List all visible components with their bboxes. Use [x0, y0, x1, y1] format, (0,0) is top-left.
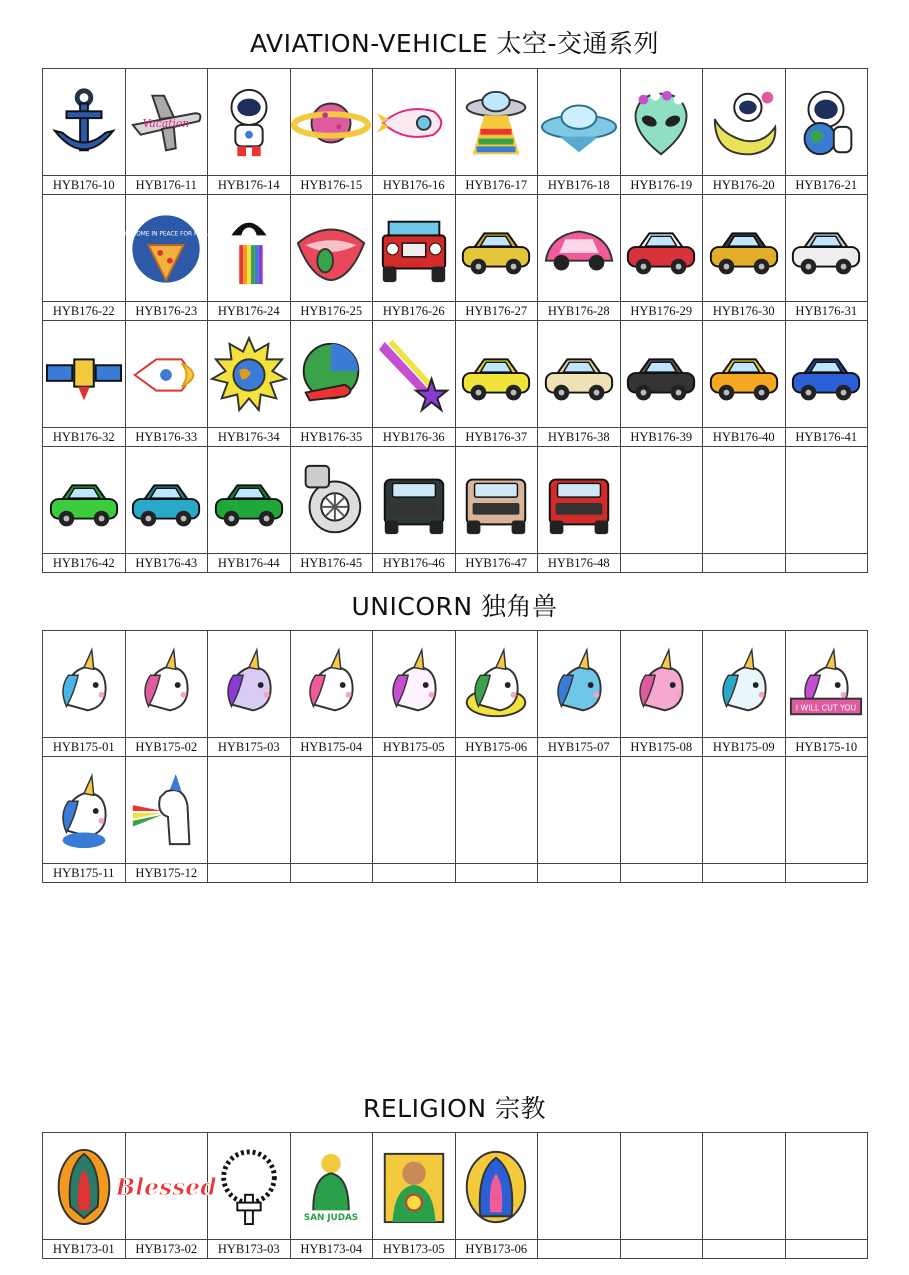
product-code: HYB176-38: [538, 427, 620, 446]
product-code: HYB175-06: [456, 737, 538, 756]
grid-cell: [290, 195, 373, 321]
product-code: [621, 553, 703, 572]
llama-rainbow-icon: [127, 772, 205, 850]
product-code: HYB175-04: [291, 737, 373, 756]
grid-cell: [455, 195, 538, 321]
anchor-icon: [45, 84, 123, 162]
product-code: HYB176-43: [126, 553, 208, 572]
ufo-icon: [538, 73, 620, 173]
grid-cell: [455, 321, 538, 447]
product-code: HYB176-30: [703, 301, 785, 320]
grid-row: [43, 631, 868, 757]
product-code: HYB176-14: [208, 175, 290, 194]
grid-cell: [373, 1133, 456, 1259]
grid-cell: [785, 1133, 868, 1259]
product-code: HYB176-24: [208, 301, 290, 320]
svg-text:WE COME IN PEACE FOR PIZZA: WE COME IN PEACE FOR PIZZA: [121, 231, 212, 238]
section-title: AVIATION-VEHICLE 太空-交通系列: [250, 29, 659, 58]
product-code: HYB176-45: [291, 553, 373, 572]
tan-pickup-icon: [457, 462, 535, 540]
green-coupe-icon: [45, 462, 123, 540]
rocket-icon: [375, 84, 453, 162]
grid-cell: [703, 195, 786, 321]
sun-earth-icon: [208, 325, 290, 425]
cream-sports-car-icon: [538, 325, 620, 425]
satellite-icon: [45, 336, 123, 414]
anchor-icon: [43, 73, 125, 173]
grid-row: [43, 447, 868, 573]
shooting-star-icon: [373, 325, 455, 425]
empty-art: [291, 761, 373, 861]
grid-cell: [208, 757, 291, 883]
product-code: [621, 1239, 703, 1258]
rosary-cross-icon: [210, 1148, 288, 1226]
grid-cell: [538, 631, 621, 757]
grid-cell: [785, 321, 868, 447]
san-judas-icon: [292, 1148, 370, 1226]
green-coupe-icon: [43, 451, 125, 551]
grid-row: [43, 757, 868, 883]
product-code: HYB176-27: [456, 301, 538, 320]
grid-cell: [43, 195, 126, 321]
black-sports-car-icon: [622, 336, 700, 414]
product-code: HYB176-37: [456, 427, 538, 446]
product-code: HYB176-17: [456, 175, 538, 194]
product-code: HYB176-10: [43, 175, 125, 194]
product-code: HYB176-41: [786, 427, 868, 446]
san-judas-icon: [291, 1137, 373, 1237]
grid-cell: [373, 757, 456, 883]
product-code: HYB176-46: [373, 553, 455, 572]
alien-flower-icon: [621, 73, 703, 173]
svg-text:SAN JUDAS: SAN JUDAS: [304, 1213, 359, 1224]
blessed-word-icon: [115, 1137, 217, 1237]
unicorn-sign-icon: [786, 635, 868, 735]
product-code: [786, 553, 868, 572]
grid-cell: [620, 69, 703, 195]
product-code: HYB173-01: [43, 1239, 125, 1258]
red-pickup-icon: [538, 451, 620, 551]
product-code: HYB176-22: [43, 301, 125, 320]
hot-rod-icon: [457, 210, 535, 288]
grid-cell: [125, 757, 208, 883]
unicorn-face-icon: [373, 635, 455, 735]
yellow-sports-car-icon: [457, 336, 535, 414]
empty-art: [703, 1137, 785, 1237]
satellite-icon: [43, 325, 125, 425]
product-code: [703, 863, 785, 882]
grid-cell: [455, 1133, 538, 1259]
unicorn-purple-icon: [208, 635, 290, 735]
white-sports-car-icon: [786, 199, 868, 299]
red-pickup-icon: [540, 462, 618, 540]
product-code: HYB173-05: [373, 1239, 455, 1258]
empty-art: [621, 761, 703, 861]
svg-text:Vacation: Vacation: [142, 116, 190, 130]
grid-cell: [538, 195, 621, 321]
pizza-badge-icon: [121, 199, 212, 299]
grid-cell: [455, 631, 538, 757]
grid-cell: [43, 69, 126, 195]
product-code: HYB173-02: [126, 1239, 208, 1258]
product-code: HYB175-03: [208, 737, 290, 756]
product-code: HYB176-36: [373, 427, 455, 446]
black-pickup-icon: [373, 451, 455, 551]
astronaut-moon-icon: [705, 84, 783, 162]
unicorn-purple-icon: [210, 646, 288, 724]
grid-cell: [538, 69, 621, 195]
astronaut-earth-icon: [786, 73, 868, 173]
product-code: [703, 1239, 785, 1258]
product-code: HYB175-07: [538, 737, 620, 756]
grid-cell: [785, 195, 868, 321]
grid-cell: [373, 321, 456, 447]
airplane-icon: [126, 73, 208, 173]
grid-cell: [620, 757, 703, 883]
beetle-car-icon: [538, 199, 620, 299]
grid-cell: [455, 69, 538, 195]
grid-cell: [125, 447, 208, 573]
grid-cell: [208, 447, 291, 573]
yellow-sports-car-icon: [456, 325, 538, 425]
white-sports-car-icon: [787, 210, 865, 288]
virgin-mary-icon: [45, 1148, 123, 1226]
unicorn-sitting-icon: [43, 761, 125, 861]
grid-cell: [43, 757, 126, 883]
svg-text:I WILL CUT YOU: I WILL CUT YOU: [795, 703, 857, 713]
product-code: [538, 863, 620, 882]
classic-car-icon: [622, 210, 700, 288]
grid-cell: [208, 321, 291, 447]
unicorn-duck-float-icon: [457, 646, 535, 724]
sun-earth-icon: [210, 336, 288, 414]
grid-cell: [455, 447, 538, 573]
turbo-icon: [291, 451, 373, 551]
product-grid: [42, 630, 868, 883]
product-code: HYB176-11: [126, 175, 208, 194]
llama-rainbow-icon: [126, 761, 208, 861]
product-code: HYB176-32: [43, 427, 125, 446]
grid-cell: [703, 1133, 786, 1259]
product-code: [291, 863, 373, 882]
grid-cell: [125, 69, 208, 195]
jesus-icon: [375, 1148, 453, 1226]
astronaut-moon-icon: [703, 73, 785, 173]
black-pickup-icon: [375, 462, 453, 540]
grid-cell: [373, 195, 456, 321]
product-code: [786, 863, 868, 882]
grid-cell: [455, 757, 538, 883]
grid-cell: [115, 1133, 217, 1259]
grid-cell: [373, 631, 456, 757]
grid-row: [43, 195, 868, 321]
ufo-beam-icon: [457, 84, 535, 162]
product-code: HYB176-16: [373, 175, 455, 194]
empty-art: [786, 761, 868, 861]
grid-cell: [538, 1133, 621, 1259]
product-code: [703, 553, 785, 572]
product-code: HYB176-33: [126, 427, 208, 446]
unicorn-blue-pony-icon: [540, 646, 618, 724]
rocket-flame-icon: [126, 325, 208, 425]
grid-cell: [620, 1133, 703, 1259]
lips-alien-icon: [291, 199, 373, 299]
unicorn-teal-head-icon: [703, 635, 785, 735]
product-code: HYB176-39: [621, 427, 703, 446]
empty-art: [538, 1137, 620, 1237]
empty-art: [456, 761, 538, 861]
rocket-icon: [373, 73, 455, 173]
airplane-icon: [127, 84, 205, 162]
unicorn-head-rainbow-icon: [127, 646, 205, 724]
grid-cell: [290, 631, 373, 757]
alien-rainbow-icon: [208, 199, 290, 299]
product-code: [373, 863, 455, 882]
product-code: HYB176-48: [538, 553, 620, 572]
grid-cell: [703, 631, 786, 757]
empty-art: [208, 761, 290, 861]
classic-car-icon: [621, 199, 703, 299]
orange-sports-car-icon: [703, 325, 785, 425]
teal-sports-car-icon: [127, 462, 205, 540]
grid-cell: [703, 321, 786, 447]
teal-sports-car-icon: [126, 451, 208, 551]
product-code: [786, 1239, 868, 1258]
product-code: HYB175-12: [126, 863, 208, 882]
blessed-word-icon: [115, 1148, 217, 1226]
orange-sports-car-icon: [705, 336, 783, 414]
lips-alien-icon: [292, 210, 370, 288]
product-code: HYB175-08: [621, 737, 703, 756]
product-code: HYB176-19: [621, 175, 703, 194]
grid-cell: [290, 1133, 373, 1259]
unicorn-winged-icon: [291, 635, 373, 735]
product-code: HYB176-29: [621, 301, 703, 320]
alien-flower-icon: [622, 84, 700, 162]
grid-cell: [373, 447, 456, 573]
section-title: UNICORN 独角兽: [351, 592, 558, 621]
jesus-icon: [373, 1137, 455, 1237]
unicorn-blue-pony-icon: [538, 635, 620, 735]
grid-cell: [620, 195, 703, 321]
ringed-planet-icon: [292, 84, 370, 162]
grid-cell: [538, 321, 621, 447]
product-code: [456, 863, 538, 882]
grid-cell: [703, 69, 786, 195]
product-code: HYB175-02: [126, 737, 208, 756]
blue-sports-car-icon: [786, 325, 868, 425]
grid-cell: [290, 69, 373, 195]
unicorn-duck-float-icon: [456, 635, 538, 735]
empty-art: [621, 1137, 703, 1237]
hot-rod-icon: [456, 199, 538, 299]
product-code: HYB176-44: [208, 553, 290, 572]
grid-cell: [785, 447, 868, 573]
product-code: HYB175-09: [703, 737, 785, 756]
unicorn-head-icon: [43, 635, 125, 735]
blue-sports-car-icon: [787, 336, 865, 414]
grid-cell: [43, 1133, 126, 1259]
guadalupe-icon: [456, 1137, 538, 1237]
product-grid: [42, 68, 868, 573]
offroad-truck-icon: [705, 210, 783, 288]
red-jeep-icon: [373, 199, 455, 299]
product-code: HYB176-15: [291, 175, 373, 194]
green-sports-car-icon: [210, 462, 288, 540]
product-code: HYB176-21: [786, 175, 868, 194]
grid-cell: [703, 757, 786, 883]
unicorn-pink-pony-icon: [621, 635, 703, 735]
unicorn-head-rainbow-icon: [126, 635, 208, 735]
product-code: [538, 1239, 620, 1258]
product-code: HYB175-01: [43, 737, 125, 756]
black-sports-car-icon: [621, 325, 703, 425]
grid-cell: [125, 321, 208, 447]
green-sports-car-icon: [208, 451, 290, 551]
grid-cell: [538, 757, 621, 883]
empty-art: [703, 761, 785, 861]
grid-cell: [208, 1133, 291, 1259]
grid-cell: [208, 631, 291, 757]
grid-cell: [785, 69, 868, 195]
empty-art: [538, 761, 620, 861]
astronaut-icon: [210, 84, 288, 162]
grid-cell: [290, 447, 373, 573]
empty-art: [786, 1137, 868, 1237]
earth-rocket-icon: [292, 336, 370, 414]
product-code: HYB173-06: [456, 1239, 538, 1258]
grid-cell: [290, 757, 373, 883]
product-code: HYB176-42: [43, 553, 125, 572]
pizza-badge-icon: [121, 210, 212, 288]
product-code: HYB175-10: [786, 737, 868, 756]
grid-row: [43, 1133, 868, 1259]
grid-cell: [43, 321, 126, 447]
tan-pickup-icon: [456, 451, 538, 551]
virgin-mary-icon: [43, 1137, 125, 1237]
grid-cell: [620, 631, 703, 757]
product-code: HYB176-25: [291, 301, 373, 320]
grid-cell: [373, 69, 456, 195]
product-grid: [42, 1132, 868, 1259]
grid-cell: [538, 447, 621, 573]
grid-cell: [43, 447, 126, 573]
product-code: HYB176-35: [291, 427, 373, 446]
grid-row: [43, 69, 868, 195]
product-code: HYB176-23: [126, 301, 208, 320]
beetle-car-icon: [540, 210, 618, 288]
ufo-beam-icon: [456, 73, 538, 173]
product-code: HYB173-04: [291, 1239, 373, 1258]
unicorn-head-icon: [45, 646, 123, 724]
grid-cell: [43, 631, 126, 757]
product-code: HYB176-28: [538, 301, 620, 320]
product-code: HYB176-31: [786, 301, 868, 320]
grid-cell: [208, 69, 291, 195]
grid-cell: [785, 757, 868, 883]
product-code: [208, 863, 290, 882]
empty-art: [621, 451, 703, 551]
shooting-star-icon: [375, 336, 453, 414]
turbo-icon: [292, 462, 370, 540]
unicorn-face-icon: [375, 646, 453, 724]
product-code: HYB176-34: [208, 427, 290, 446]
product-code: HYB176-26: [373, 301, 455, 320]
unicorn-sitting-icon: [45, 772, 123, 850]
grid-row: [43, 321, 868, 447]
empty-art: [703, 451, 785, 551]
grid-cell: [785, 631, 868, 757]
empty-art: [43, 199, 125, 299]
cream-sports-car-icon: [540, 336, 618, 414]
grid-cell: [703, 447, 786, 573]
product-code: HYB176-18: [538, 175, 620, 194]
grid-cell: [620, 447, 703, 573]
red-jeep-icon: [375, 210, 453, 288]
product-code: HYB175-11: [43, 863, 125, 882]
ufo-icon: [540, 84, 618, 162]
product-code: HYB176-47: [456, 553, 538, 572]
rocket-flame-icon: [127, 336, 205, 414]
product-code: HYB173-03: [208, 1239, 290, 1258]
section-title: RELIGION 宗教: [362, 1094, 547, 1123]
earth-rocket-icon: [291, 325, 373, 425]
product-code: HYB175-05: [373, 737, 455, 756]
unicorn-sign-icon: [787, 646, 865, 724]
rosary-cross-icon: [208, 1137, 290, 1237]
grid-cell: [208, 195, 291, 321]
astronaut-earth-icon: [787, 84, 865, 162]
grid-cell: [290, 321, 373, 447]
grid-cell: [121, 195, 212, 321]
offroad-truck-icon: [703, 199, 785, 299]
unicorn-pink-pony-icon: [622, 646, 700, 724]
unicorn-winged-icon: [292, 646, 370, 724]
unicorn-teal-head-icon: [705, 646, 783, 724]
product-code: [621, 863, 703, 882]
product-code: HYB176-20: [703, 175, 785, 194]
alien-rainbow-icon: [210, 210, 288, 288]
grid-cell: [125, 631, 208, 757]
svg-text:Blessed: Blessed: [115, 1172, 217, 1201]
guadalupe-icon: [457, 1148, 535, 1226]
empty-art: [373, 761, 455, 861]
astronaut-icon: [208, 73, 290, 173]
empty-art: [786, 451, 868, 551]
ringed-planet-icon: [291, 73, 373, 173]
grid-cell: [620, 321, 703, 447]
product-code: HYB176-40: [703, 427, 785, 446]
